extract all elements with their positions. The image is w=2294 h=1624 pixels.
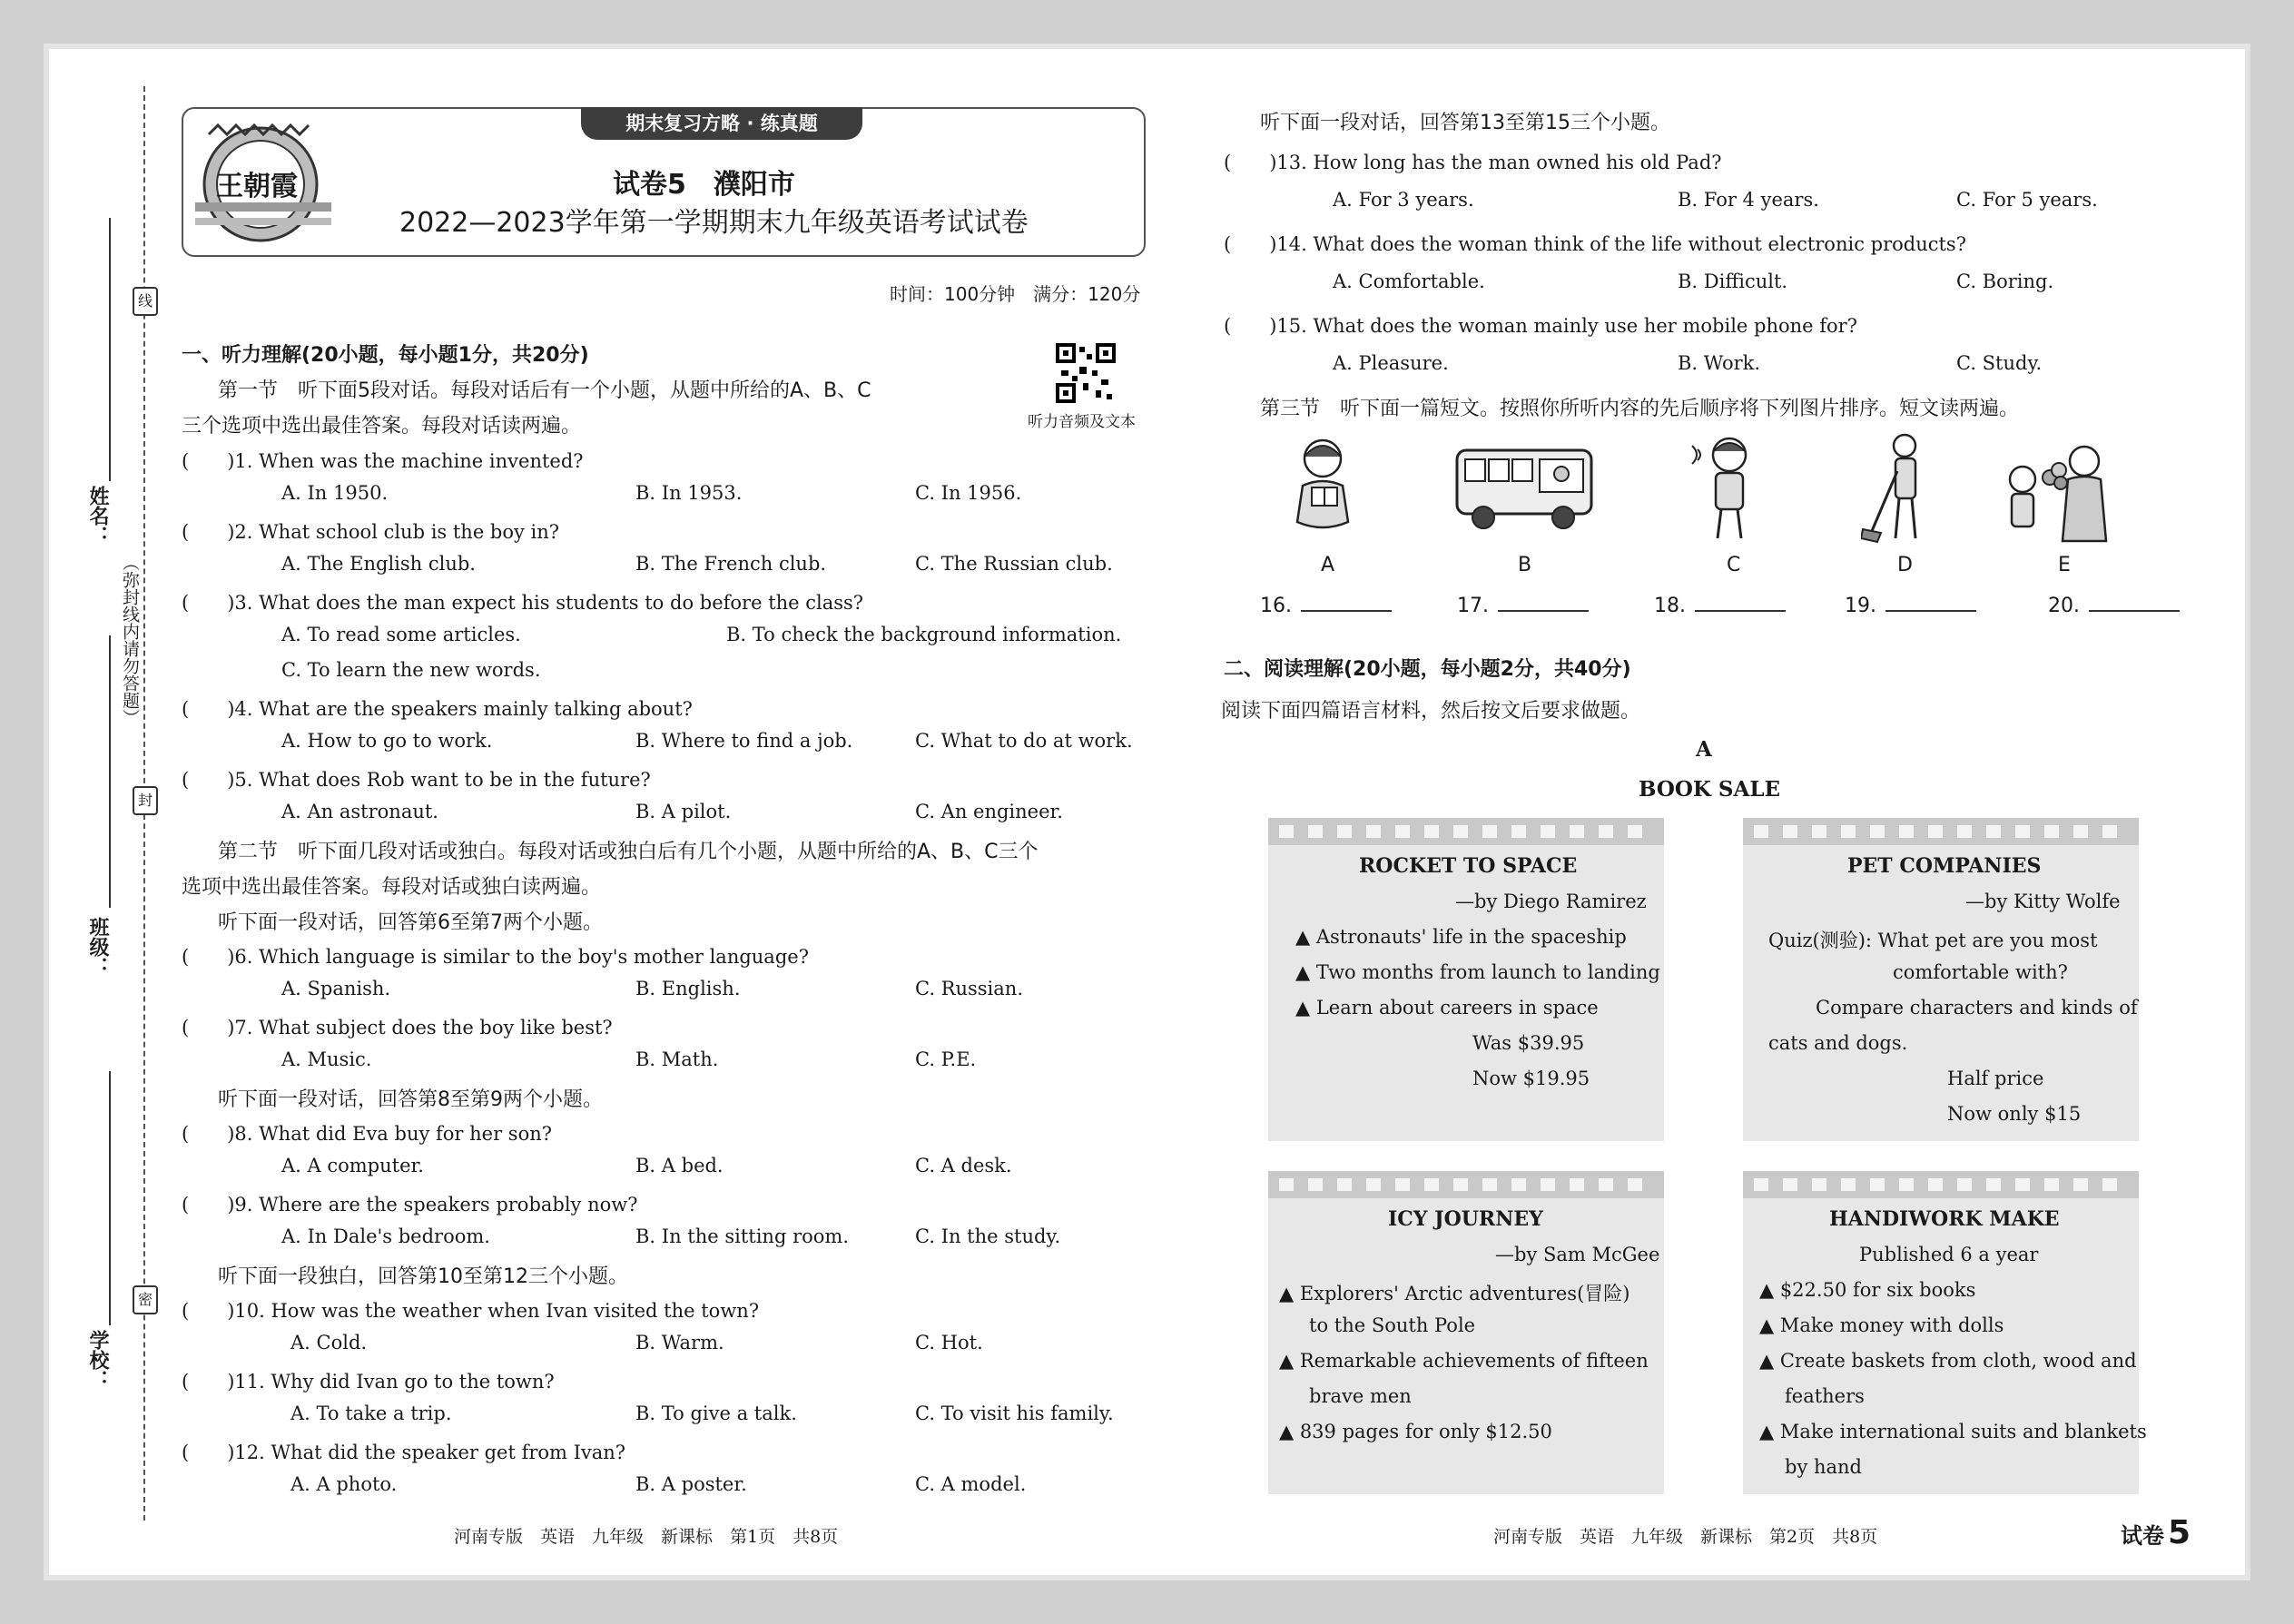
q7-option-a[interactable]: A. Music. [281,1048,372,1070]
book-line: by hand [1785,1456,1862,1478]
child-giving-flowers-icon [1997,443,2115,545]
book-price-was: Was $39.95 [1472,1032,1585,1054]
q13-option-b[interactable]: B. For 4 years. [1678,189,1819,211]
book-author: —by Diego Ramirez [1455,891,1647,912]
book-line: ▲ $22.50 for six books [1759,1279,1976,1301]
picture-label-a: A [1321,554,1335,576]
book-author: —by Kitty Wolfe [1965,891,2121,912]
part2-instruction: 阅读下面四篇语言材料，然后按文后要求做题。 [1221,700,1641,723]
girl-reading-icon [1285,431,1366,540]
book-price-was: Half price [1947,1068,2044,1089]
book-ad-icy-journey [1268,1171,1664,1494]
passage-title: BOOK SALE [1639,777,1781,802]
question-13: ( )13. How long has the man owned his old Pad? [1224,152,1722,173]
question-3: ( )3. What does the man expect his students to do before the class? [182,592,864,614]
answer-16-label: 16. [1260,595,1292,617]
question-8: ( )8. What did Eva buy for her son? [182,1123,553,1145]
q5-option-a[interactable]: A. An astronaut. [281,801,438,822]
book-line: comfortable with? [1893,961,2068,983]
paper-badge [2121,1514,2191,1551]
q9-option-a[interactable]: A. In Dale's bedroom. [281,1225,490,1247]
q3-option-a[interactable]: A. To read some articles. [281,624,521,645]
q14-option-b[interactable]: B. Difficult. [1678,271,1788,292]
question-4: ( )4. What are the speakers mainly talking about? [182,698,693,720]
book-line: feathers [1785,1385,1865,1407]
q2-option-b[interactable]: B. The French club. [635,553,827,575]
q5-option-c[interactable]: C. An engineer. [915,801,1063,822]
q15-option-a[interactable]: A. Pleasure. [1333,352,1449,374]
question-11: ( )11. Why did Ivan go to the town? [182,1371,555,1393]
answer-18-label: 18. [1654,595,1686,617]
book-line: ▲ Two months from launch to landing [1295,961,1660,983]
intro-13-15: 听下面一段对话，回答第13至第15三个小题。 [1260,112,1670,134]
question-1: ( )1. When was the machine invented? [182,450,584,472]
q13-option-c[interactable]: C. For 5 years. [1956,189,2098,211]
question-7: ( )7. What subject does the boy like best? [182,1017,613,1038]
book-ad-pet-companies [1743,818,2139,1141]
intro-6-7: 听下面一段对话，回答第6至第7两个小题。 [218,911,603,934]
q10-option-b[interactable]: B. Warm. [635,1332,724,1353]
question-15: ( )15. What does the woman mainly use her mobile phone for? [1224,315,1857,337]
book-line: ▲ Astronauts' life in the spaceship [1295,926,1627,948]
q12-option-a[interactable]: A. A photo. [290,1473,398,1495]
book-line: ▲ Create baskets from cloth, wood and [1759,1350,2137,1372]
q6-option-b[interactable]: B. English. [635,978,741,999]
book-line: ▲ Explorers' Arctic adventures(冒险) [1279,1283,1630,1304]
q1-option-a[interactable]: A. In 1950. [281,482,389,504]
q4-option-b[interactable]: B. Where to find a job. [635,730,853,752]
book-line: cats and dogs. [1768,1032,1908,1054]
q1-option-b[interactable]: B. In 1953. [635,482,743,504]
answer-18[interactable] [1654,595,1786,617]
q2-option-a[interactable]: A. The English club. [281,553,476,575]
picture-label-e: E [2058,554,2071,576]
q3-option-b[interactable]: B. To check the background information. [726,624,1122,645]
question-14: ( )14. What does the woman think of the life without electronic products? [1224,233,1966,255]
sec2-line2: 选项中选出最佳答案。每段对话或独白读两遍。 [182,876,602,899]
q8-option-c[interactable]: C. A desk. [915,1155,1012,1176]
book-title: HANDIWORK MAKE [1829,1207,2060,1231]
q6-option-c[interactable]: C. Russian. [915,978,1023,999]
school-label: 学校： [86,1330,109,1390]
sec1-line2: 三个选项中选出最佳答案。每段对话读两遍。 [182,415,582,438]
question-5: ( )5. What does Rob want to be in the future? [182,769,651,791]
question-2: ( )2. What school club is the boy in? [182,521,560,543]
qr-caption: 听力音频及文本 [1028,413,1136,431]
book-line: Compare characters and kinds of [1816,997,2138,1019]
answer-20[interactable] [2048,595,2180,617]
book-price-now: Now only $15 [1947,1103,2082,1125]
q1-option-c[interactable]: C. In 1956. [915,482,1022,504]
book-line: ▲ Make money with dolls [1759,1314,2004,1336]
q11-option-a[interactable]: A. To take a trip. [290,1403,452,1424]
picture-label-c: C [1727,554,1741,576]
logo-text: 王朝霞 [216,171,298,202]
q11-option-c[interactable]: C. To visit his family. [915,1403,1114,1424]
question-6: ( )6. Which language is similar to the boy's mother language? [182,946,809,968]
answer-16[interactable] [1260,595,1392,617]
q6-option-a[interactable]: A. Spanish. [281,978,391,999]
question-10: ( )10. How was the weather when Ivan visited the town? [182,1300,760,1322]
book-title: ROCKET TO SPACE [1359,854,1578,878]
q8-option-a[interactable]: A. A computer. [281,1155,424,1176]
answer-19-label: 19. [1845,595,1876,617]
answer-19[interactable] [1845,595,1976,617]
qr-code-icon[interactable] [1056,343,1116,403]
q12-option-b[interactable]: B. A poster. [635,1473,747,1495]
name-field[interactable] [109,218,111,481]
q15-option-c[interactable]: C. Study. [1956,352,2043,374]
sec1-line1: 第一节 听下面5段对话。每段对话后有一个小题，从题中所给的A、B、C [218,379,871,402]
book-author: —by Sam McGee [1495,1244,1660,1265]
q5-option-b[interactable]: B. A pilot. [635,801,732,822]
book-line: ▲ Make international suits and blankets [1759,1421,2147,1442]
q9-option-c[interactable]: C. In the study. [915,1225,1061,1247]
bus-icon [1452,443,1598,534]
q7-option-b[interactable]: B. Math. [635,1048,719,1070]
book-line: ▲ 839 pages for only $12.50 [1279,1421,1552,1442]
q13-option-a[interactable]: A. For 3 years. [1333,189,1474,211]
seal-notice: （弥封线内请勿答题） [120,554,140,726]
book-line: Published 6 a year [1859,1244,2039,1265]
q15-option-b[interactable]: B. Work. [1678,352,1761,374]
header-banner: 期末复习方略 · 练真题 [581,107,862,140]
footer-right: 河南专版 英语 九年级 新课标 第2页 共8页 [1493,1527,1878,1547]
book-line: ▲ Remarkable achievements of fifteen [1279,1350,1649,1372]
picture-label-b: B [1518,554,1532,576]
paper-badge-number: 5 [2168,1514,2191,1551]
q11-option-b[interactable]: B. To give a talk. [635,1403,797,1424]
book-ad-handiwork-make [1743,1171,2147,1494]
book-line: brave men [1309,1385,1412,1407]
book-price-now: Now $19.95 [1472,1068,1590,1089]
section3-instruction: 第三节 听下面一篇短文。按照你所听内容的先后顺序将下列图片排序。短文读两遍。 [1260,398,2020,420]
paper-subtitle: 2022—2023学年第一学期期末九年级英语考试试卷 [399,207,1029,239]
book-line: to the South Pole [1309,1314,1476,1336]
intro-8-9: 听下面一段对话，回答第8至第9两个小题。 [218,1088,603,1111]
passage-letter: A [1696,737,1712,762]
q3-option-c[interactable]: C. To learn the new words. [281,659,541,681]
intro-10-12: 听下面一段独白，回答第10至第12三个小题。 [218,1265,628,1288]
question-9: ( )9. Where are the speakers probably now? [182,1194,638,1216]
boy-with-phone-icon [1689,431,1770,545]
book-title: PET COMPANIES [1847,854,2042,878]
q2-option-c[interactable]: C. The Russian club. [915,553,1113,575]
question-12: ( )12. What did the speaker get from Ivan? [182,1442,626,1463]
seal-char-3: 密 [133,1285,158,1314]
part2-title: 二、阅读理解(20小题，每小题2分，共40分) [1224,658,1631,681]
paper-badge-label: 试卷 [2121,1523,2164,1549]
q4-option-c[interactable]: C. What to do at work. [915,730,1133,752]
seal-char-1: 线 [133,287,158,316]
seal-char-2: 封 [133,786,158,815]
paper-number: 试卷5 濮阳市 [613,169,795,201]
person-sweeping-icon [1861,431,1934,545]
book-ad-rocket-to-space [1268,818,1664,1141]
book-line: ▲ Learn about careers in space [1295,997,1599,1019]
q10-option-a[interactable]: A. Cold. [290,1332,368,1353]
name-label: 姓名： [86,486,109,546]
school-field[interactable] [109,1071,111,1325]
book-title: ICY JOURNEY [1388,1207,1543,1231]
q7-option-c[interactable]: C. P.E. [915,1048,977,1070]
class-field[interactable] [109,635,111,908]
answer-20-label: 20. [2048,595,2080,617]
footer-left: 河南专版 英语 九年级 新课标 第1页 共8页 [454,1527,839,1547]
q14-option-a[interactable]: A. Comfortable. [1333,271,1485,292]
q10-option-c[interactable]: C. Hot. [915,1332,983,1353]
answer-17-label: 17. [1457,595,1489,617]
picture-label-d: D [1897,554,1913,576]
q14-option-c[interactable]: C. Boring. [1956,271,2054,292]
q9-option-b[interactable]: B. In the sitting room. [635,1225,849,1247]
time-score: 时间：100分钟 满分：120分 [890,283,1141,305]
answer-17[interactable] [1457,595,1589,617]
class-label: 班级： [86,917,109,977]
part1-title: 一、听力理解(20小题，每小题1分，共20分) [182,344,589,367]
q8-option-b[interactable]: B. A bed. [635,1155,724,1176]
q12-option-c[interactable]: C. A model. [915,1473,1027,1495]
book-line: Quiz(测验): What pet are you most [1768,930,2098,951]
q4-option-a[interactable]: A. How to go to work. [281,730,493,752]
sec2-line1: 第二节 听下面几段对话或独白。每段对话或独白后有几个小题，从题中所给的A、B、C三个 [218,841,1039,863]
